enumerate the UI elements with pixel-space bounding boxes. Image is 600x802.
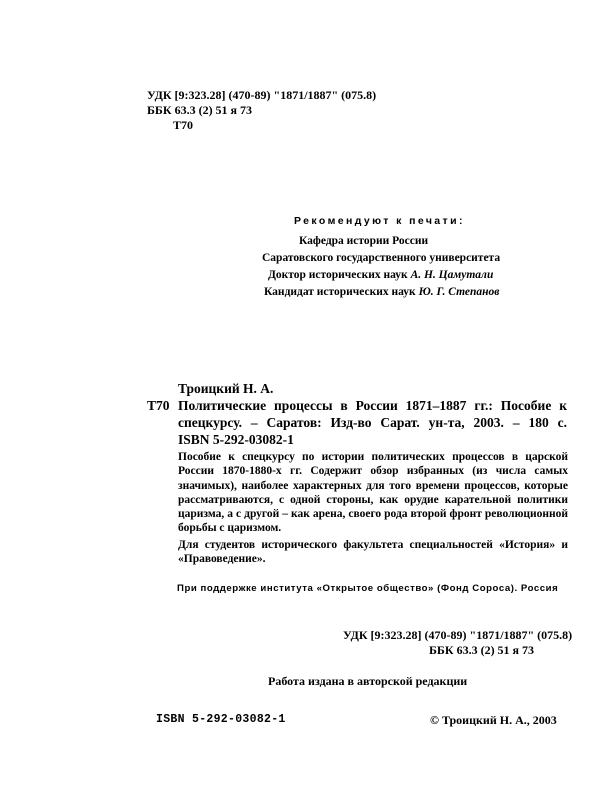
top-classification-codes bbox=[147, 88, 376, 133]
recommender-doctor-title: Доктор исторических наук bbox=[268, 269, 411, 281]
recommender-candidate-name: Ю. Г. Степанов bbox=[418, 286, 500, 298]
bibliographic-code: Т70 bbox=[147, 398, 170, 413]
recommendation-block bbox=[262, 213, 500, 301]
annotation-paragraph-2: Для студентов исторического факультета специальностей «История» и «Правоведение». bbox=[178, 538, 568, 566]
bibliographic-record bbox=[147, 380, 567, 448]
recommender-candidate bbox=[262, 284, 500, 301]
copyright: © Троицкий Н. А., 2003 bbox=[430, 713, 557, 727]
support-note: При поддержке института «Открытое общество» (Фонд Сороса). Россия bbox=[177, 583, 559, 594]
recommender-university: Саратовского государственного университета bbox=[262, 252, 501, 264]
bottom-classification-codes bbox=[343, 628, 572, 658]
recommender-candidate-title: Кандидат исторических наук bbox=[264, 286, 419, 298]
recommendation-heading: Рекомендуют к печати: bbox=[294, 215, 465, 227]
edition-note: Работа издана в авторской редакции bbox=[268, 674, 468, 688]
bbk-code-bottom: ББК 63.3 (2) 51 я 73 bbox=[429, 643, 535, 657]
recommender-doctor bbox=[262, 267, 500, 284]
author-mark: Т70 bbox=[173, 118, 194, 132]
recommender-department: Кафедра истории России bbox=[299, 235, 429, 247]
isbn-line: ISBN 5-292-03082-1 bbox=[178, 432, 294, 447]
author-name: Троицкий Н. А. bbox=[178, 381, 274, 396]
udk-code: УДК [9:323.28] (470-89) "1871/1887" (075.8) bbox=[147, 88, 377, 102]
bbk-code: ББК 63.3 (2) 51 я 73 bbox=[147, 103, 253, 117]
udk-code-bottom: УДК [9:323.28] (470-89) "1871/1887" (075.8) bbox=[343, 628, 573, 642]
isbn-bottom: ISBN 5-292-03082-1 bbox=[156, 713, 286, 726]
recommender-doctor-name: А. Н. Цамутали bbox=[410, 269, 494, 281]
annotation bbox=[178, 450, 568, 566]
title-line-2: спецкурсу. – Саратов: Изд-во Сарат. ун-та, 2003. – 180 с. bbox=[178, 415, 567, 430]
annotation-paragraph-1: Пособие к спецкурсу по истории политических процессов в царской России 1870-1880-х гг. Содержит обзор избранных (из числа самых значимых), наиболее характерных для того времени процессов, которые рассматриваются, с одной стороны, как орудие карательной политики царизма, а с другой – как арена, своего рода второй фронт революционной борьбы с царизмом. bbox=[178, 451, 568, 535]
title-line-1: Политические процессы в России 1871–1887 гг.: Пособие к bbox=[178, 398, 567, 413]
